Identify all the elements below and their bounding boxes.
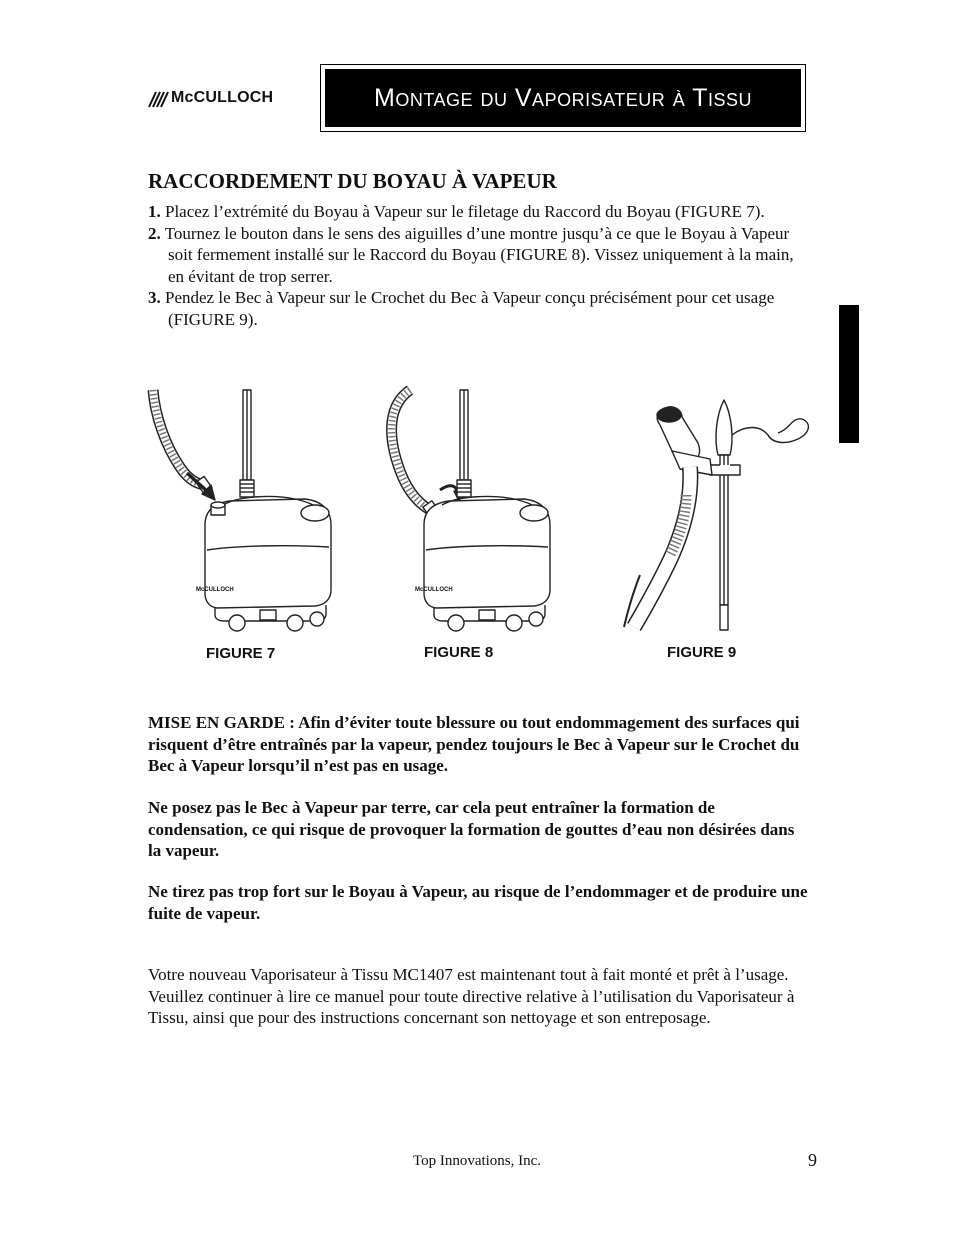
step-2 [148,223,808,288]
section-tab-marker [839,305,859,443]
steps-list [148,201,808,330]
step-number: 1. [148,202,161,221]
warning-caution: MISE EN GARDE : Afin d’éviter toute blessure ou tout endommagement des surfaces qui risquent d’être entraînés par la vapeur, pendez toujours le Bec à Vapeur sur le Crochet du Bec à Vapeur lorsqu’il n’est pas en usage. [148,713,800,775]
step-1 [148,201,808,223]
figure-7-caption: FIGURE 7 [206,645,276,662]
page-title: Montage du Vaporisateur à Tissu [374,83,752,112]
page-title-box [320,64,806,132]
page-number: 9 [808,1150,817,1170]
mcculloch-logo [148,88,310,110]
figure-7-brand-label: McCULLOCH [196,587,234,593]
step-number: 3. [148,288,161,307]
logo-mark-icon [148,88,170,110]
brand-wordmark: McCULLOCH [171,89,274,106]
figure-9-illustration [620,395,815,635]
footer-company: Top Innovations, Inc. [412,1153,542,1169]
section-heading: RACCORDEMENT DU BOYAU À VAPEUR [148,169,557,193]
warning-hose: Ne tirez pas trop fort sur le Boyau à Vapeur, au risque de l’endommager et de produire une fuite de vapeur. [148,882,808,923]
closing-paragraph: Votre nouveau Vaporisateur à Tissu MC1407 est maintenant tout à fait monté et prêt à l’usage. Veuillez continuer à lire ce manuel pour toute directive relative à l’utilisation du Vaporisateur à Tissu, ainsi que pour des instructions concernant son nettoyage et son entreposage. [148,965,795,1027]
step-text: Placez l’extrémité du Boyau à Vapeur sur le filetage du Raccord du Boyau (FIGURE 7). [165,202,765,221]
step-number: 2. [148,223,161,243]
step-3 [148,287,808,330]
figure-8-illustration [368,385,568,635]
page-title-bar [325,69,801,127]
figure-7-illustration [145,385,345,635]
figure-8-brand-label: McCULLOCH [415,587,453,593]
figure-8-caption: FIGURE 8 [424,644,494,661]
figure-9-caption: FIGURE 9 [667,644,737,661]
step-text: Pendez le Bec à Vapeur sur le Crochet du Bec à Vapeur conçu précisément pour cet usage (FIGURE 9). [165,288,775,329]
warning-floor: Ne posez pas le Bec à Vapeur par terre, car cela peut entraîner la formation de condensation, ce qui risque de provoquer la formation de gouttes d’eau non désirées dans la vapeur. [148,798,795,860]
step-text: Tournez le bouton dans le sens des aiguilles d’une montre jusqu’à ce que le Boyau à Vapeur soit fermement installé sur le Raccord du Boyau (FIGURE 8). Vissez uniquement à la main, en évitant de trop serrer. [164,223,794,286]
